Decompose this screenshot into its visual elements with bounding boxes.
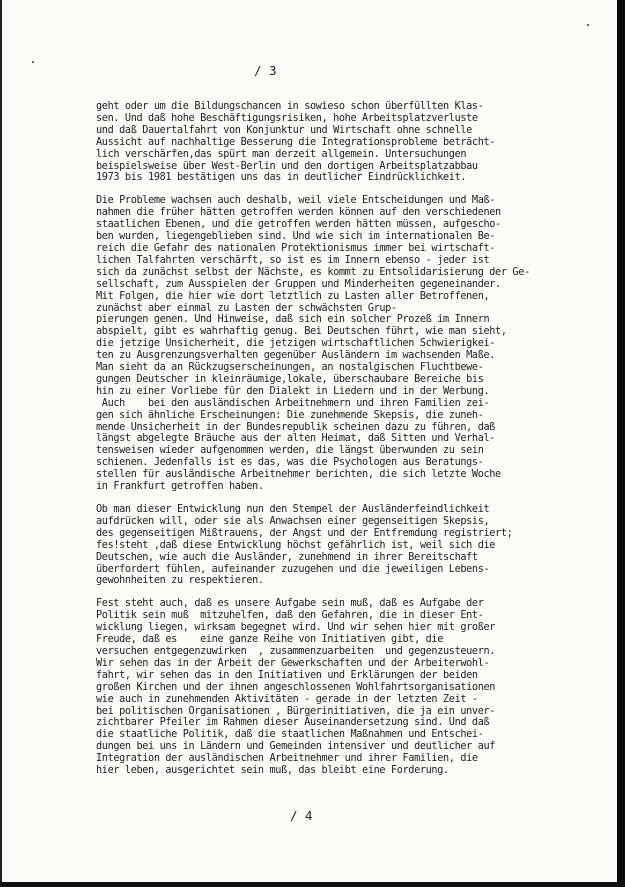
text-line: Integration der ausländischen Arbeitnehmer und ihrer Familien, die — [96, 753, 478, 765]
paragraph — [96, 195, 576, 493]
text-line: tensweisen wieder aufgenommen werden, die längst überwunden zu sein — [96, 445, 484, 457]
text-line: reich die Gefahr des nationalen Protektionismus immer bei wirtschaft- — [96, 242, 496, 254]
text-line: sen. Und daß hohe Beschäftigungsrisiken, hohe Arbeitsplatzverluste — [96, 112, 478, 124]
text-line: Ob man dieser Entwicklung nun den Stempel der Ausländerfeindlichkeit — [96, 504, 490, 515]
text-line: großen Kirchen und der ihnen angeschlossenen Wohlfahrtsorganisationen — [96, 681, 496, 693]
text-line: mende Unsicherheit in der Bundesrepublik scheinen dazu zu führen, daß — [96, 421, 496, 433]
text-line: abspielt, gibt es wahrhaftig genug. Bei Deutschen führt, wie man sieht, — [96, 326, 507, 338]
text-line: lichen Talfahrten verschärft, so ist es im Innern ebenso - jeder ist — [96, 254, 490, 266]
text-line: Politik sein muß mitzuhelfen, daß den Gefahren, die in dieser Ent- — [96, 610, 484, 622]
text-line: und daß Dauertalfahrt von Konjunktur und Wirtschaft ohne schnelle — [96, 124, 472, 136]
text-line: überfordert fühlen, aufeinander zuzugehen und die jeweiligen Lebens- — [96, 563, 490, 575]
text-line: stellen für ausländische Arbeitnehmer berichten, die sich letzte Woche — [96, 469, 501, 481]
document-body — [96, 101, 576, 788]
text-line: Fest steht auch, daß es unsere Aufgabe sein muß, daß es Aufgabe der — [96, 598, 484, 610]
text-line: Aussicht auf nachhaltige Besserung die Integrationsprobleme beträcht- — [96, 136, 496, 148]
text-line: dungen bei uns in Ländern und Gemeinden intensiver und deutlicher auf — [96, 741, 496, 753]
scan-edge-bottom — [0, 882, 625, 887]
text-line: die jetzige Unsicherheit, die jetzigen wirtschaftlichen Schwierigkei- — [96, 338, 496, 350]
text-line: wie auch in zunehmenden Aktivitäten - gerade in der letzten Zeit - — [96, 693, 478, 705]
text-line: bei politischen Organisationen , Bürgerinitiativen, die ja ein unver- — [96, 705, 496, 717]
text-line: zichtbarer Pfeiler im Rahmen dieser Auseinandersetzung sind. Und daß — [96, 717, 490, 729]
text-line: nahmen die früher hätten getroffen werden können auf den verschiedenen — [96, 207, 501, 219]
scan-edge-right — [617, 0, 625, 887]
text-line: wicklung liegen, wirksam begegnet wird. Und wir sehen hier mit großer — [96, 622, 496, 634]
text-line: längst abgelegte Bräuche aus der alten Heimat, daß Sitten und Verhal- — [96, 433, 496, 445]
text-line: Mit Folgen, die hier wie dort letztlich zu Lasten aller Betroffenen, — [96, 290, 490, 302]
text-line: gungen Deutscher in kleinräumige,lokale, überschaubare Bereiche bis — [96, 373, 484, 385]
text-line: versuchen entgegenzuwirken , zusammenzuarbeiten und gegenzusteuern. — [96, 645, 496, 657]
text-line: hier leben, ausgerichtet sein muß, das bleibt eine Forderung. — [96, 765, 449, 777]
text-line: fes!steht ,daß diese Entwicklung höchst gefährlich ist, weil sich die — [96, 539, 496, 551]
text-line: Auch bei den ausländischen Arbeitnehmern und ihren Familien zei- — [96, 397, 490, 409]
text-line: in Frankfurt getroffen haben. — [96, 481, 264, 493]
text-line: gewohnheiten zu respektieren. — [96, 575, 264, 587]
text-line: ben wurden, liegengeblieben sind. Und wie sich im internationalen Be- — [96, 231, 496, 243]
text-line: lich verschärfen,das spürt man derzeit allgemein. Untersuchungen — [96, 148, 467, 160]
text-line: sellschaft, zum Ausspielen der Gruppen und Minderheiten gegeneinander. — [96, 278, 501, 290]
text-line: schienen. Jedenfalls ist es das, was die Psychologen aus Beratungs- — [96, 457, 484, 469]
paragraph — [96, 504, 576, 587]
text-line: ten zu Ausgrenzungsverhalten gegenüber Ausländern im wachsenden Maße. — [96, 350, 496, 362]
text-line: zunächst aber einmal zu Lasten der schwächsten Grup- — [96, 302, 397, 314]
scan-speck — [587, 24, 589, 26]
paragraph — [96, 598, 576, 777]
page-number-top: / 3 — [254, 63, 277, 78]
text-line: des gegenseitigen Mißtrauens, der Angst und der Entfremdung registriert; — [96, 527, 513, 539]
text-line: staatlichen Ebenen, und die getroffen werden hätten müssen, aufgescho- — [96, 219, 501, 231]
text-line: gen sich ähnliche Erscheinungen: Die zunehmende Skepsis, die zuneh- — [96, 409, 484, 421]
scan-edge-left — [0, 0, 2, 887]
text-line: Man sieht da an Rückzugserscheinungen, an nostalgischen Fluchtbewe- — [96, 362, 484, 374]
scan-speck — [32, 61, 34, 63]
text-line: hin zu einer Vorliebe für den Dialekt in Liedern und in der Werbung. — [96, 385, 490, 397]
text-line: Freude, daß es eine ganze Reihe von Initiativen gibt, die — [96, 634, 444, 646]
text-line: sich da zunächst selbst der Nächste, es kommt zu Entsolidarisierung der Ge- — [96, 266, 530, 278]
text-line: 1973 bis 1981 bestätigen uns das in deutlicher Eindrücklichkeit. — [96, 172, 467, 184]
text-line: Deutschen, wie auch die Ausländer, zunehmend in ihrer Bereitschaft — [96, 551, 478, 563]
text-line: pierungen genen. Und Hinweise, daß sich ein solcher Prozeß im Innern — [96, 314, 490, 326]
text-line: beispielsweise über West-Berlin und den dortigen Arbeitsplatzabbau — [96, 160, 478, 172]
text-line: die staatliche Politik, daß die staatlichen Maßnahmen und Entschei- — [96, 729, 484, 741]
text-line: Wir sehen das in der Arbeit der Gewerkschaften und der Arbeiterwohl- — [96, 657, 490, 669]
text-line: Die Probleme wachsen auch deshalb, weil viele Entscheidungen und Maß- — [96, 195, 496, 207]
page-number-bottom: / 4 — [290, 808, 313, 823]
text-line: aufdrücken will, oder sie als Anwachsen einer gegenseitigen Skepsis, — [96, 515, 490, 527]
text-line: geht oder um die Bildungschancen in sowieso schon überfüllten Klas- — [96, 101, 484, 112]
text-line: fahrt, wir sehen das in den Initiativen und Erklärungen der beiden — [96, 669, 478, 681]
paragraph — [96, 101, 576, 184]
